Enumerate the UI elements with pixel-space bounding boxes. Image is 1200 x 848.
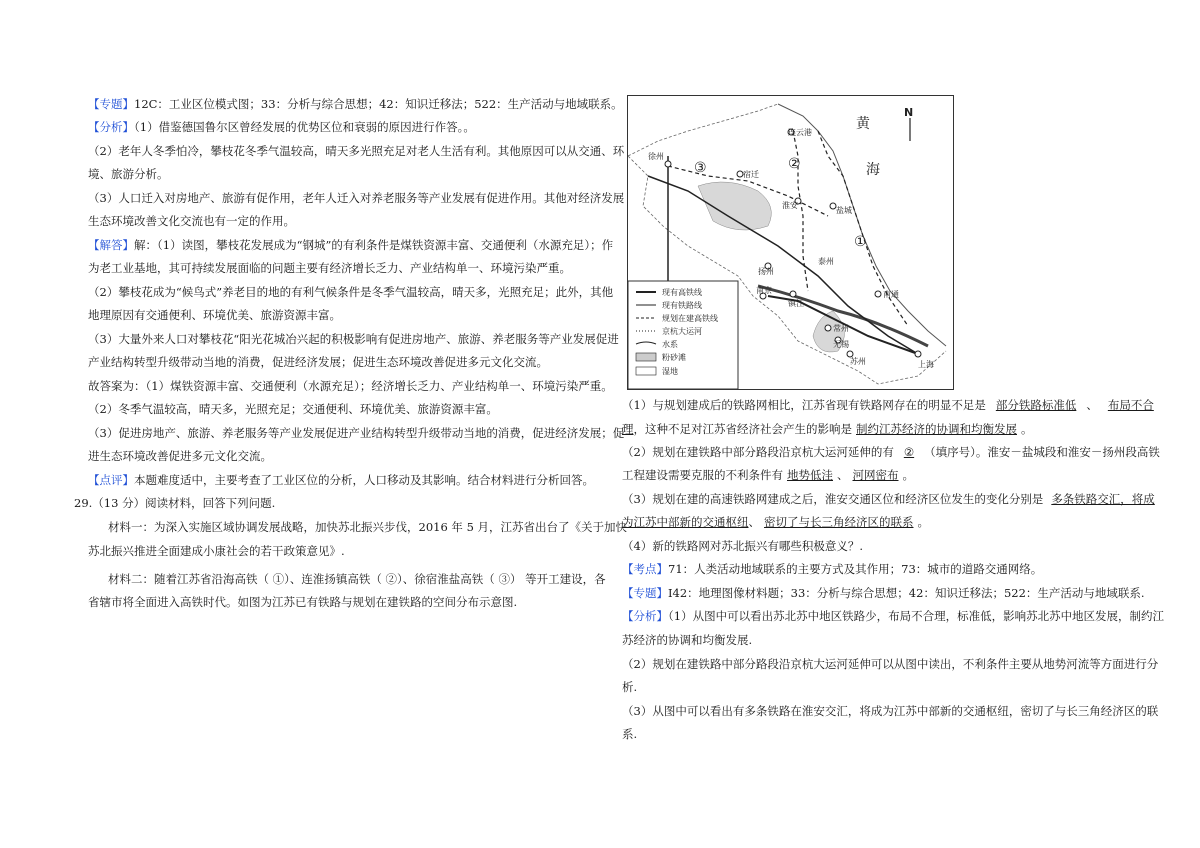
sea-label: 海	[866, 162, 880, 178]
q2-prompt: 工程建设需要克服的不利条件有	[622, 468, 783, 482]
topic-tag: 【专题】	[88, 97, 134, 111]
city-label: 常州	[833, 324, 849, 333]
city-label: 徐州	[648, 152, 664, 161]
city-dot	[790, 291, 796, 297]
city-label: 南京	[756, 286, 772, 295]
city-label: 宿迁	[743, 170, 759, 179]
q2-prompt: （填序号）。淮安－盐城段和淮安－扬州段高铁	[924, 445, 1160, 459]
separator: 、	[1086, 398, 1098, 412]
q1-answer: 布局不合	[1107, 398, 1154, 412]
q1-answer: 部分铁路标准低	[995, 398, 1077, 412]
city-dot	[825, 325, 831, 331]
q1-answer: 制约江苏经济的协调和均衡发展	[856, 422, 1017, 436]
q2-answer: 河网密布	[852, 468, 899, 482]
city-label: 上海	[918, 360, 934, 369]
answer-tag: 【解答】	[88, 238, 134, 252]
text-line: 境、旅游分析。	[88, 167, 169, 181]
text-line: 省辖市将全面进入高铁时代。如图为江苏已有铁路与规划在建铁路的空间分布示意图.	[88, 595, 518, 609]
topic-line	[88, 96, 623, 112]
material-two: 材料二：随着江苏省沿海高铁（ ①）、连淮扬镇高铁（ ②）、徐宿淮盐高铁（ ③） 等开工建设，各	[108, 572, 606, 586]
legend-symbol	[636, 353, 656, 361]
text-line: 故答案为：（1）煤铁资源丰富、交通便利（水源充足）；经济增长乏力、产业结构单一、环境污染严重。	[88, 379, 613, 393]
q2-line	[622, 444, 1160, 460]
question-29-heading: 29.（13 分）阅读材料，回答下列问题.	[74, 496, 276, 510]
city-label: 扬州	[758, 267, 774, 276]
city-label: 镇江	[788, 299, 804, 308]
answer-line	[88, 237, 613, 253]
jiangsu-railway-map	[627, 95, 954, 390]
city-dot	[665, 161, 671, 167]
city-dot	[875, 291, 881, 297]
q1-answer: 理	[622, 422, 634, 436]
route-label-3: ③	[694, 160, 707, 176]
city-label: 盐城	[836, 206, 852, 215]
q1-prompt: （1）与规划建成后的铁路网相比，江苏省现有铁路网存在的明显不足是	[622, 398, 986, 412]
keypoint-tag: 【考点】	[622, 562, 668, 576]
q2-line-2	[622, 467, 914, 483]
analysis-text: （1）从图中可以看出苏北苏中地区铁路少，布局不合理，标准低，影响苏北苏中地区发展，制约江	[668, 609, 1165, 623]
text-line: （3）人口迁入对房地产、旅游有促作用，老年人迁入对养老服务等产业发展有促进作用。其他对经济发展	[88, 191, 625, 205]
route-label-1: ①	[854, 234, 867, 250]
text-line: （2）攀枝花成为“候鸟式”养老目的地的有利气候条件是冬季气温较高，晴天多，光照充足；此外，其他	[88, 285, 614, 299]
q3-answer: 为江苏中部新的交通枢纽	[622, 515, 749, 529]
legend-label: 水系	[662, 340, 678, 349]
north-label: N	[904, 106, 914, 119]
q3-answer: 密切了与长三角经济区的联系	[764, 515, 914, 529]
legend-label: 粉砂滩	[662, 353, 686, 362]
analysis-tag: 【分析】	[622, 609, 668, 623]
text-line: （3）促进房地产、旅游、养老服务等产业发展促进产业结构转型升级带动当地的消费，促进经济发展；促	[88, 426, 625, 440]
legend-symbol	[636, 367, 656, 375]
text-line: （2）规划在建铁路中部分路段沿京杭大运河延伸可以从图中读出，不利条件主要从地势河流等方面进行分	[622, 657, 1159, 671]
text-line: 苏北振兴推进全面建成小康社会的若干政策意见》.	[88, 544, 345, 558]
legend-label: 现有高铁线	[662, 288, 702, 297]
city-label: 南通	[883, 290, 899, 299]
separator: 、	[748, 515, 760, 529]
analysis-text: （1）借鉴德国鲁尔区曾经发展的优势区位和衰弱的原因进行作答。。	[134, 120, 475, 134]
city-label: 连云港	[788, 128, 812, 137]
keypoint-text: 71：人类活动地域联系的主要方式及其作用；73：城市的道路交通网络。	[668, 562, 1043, 576]
text-line: （3）从图中可以看出有多条铁路在淮安交汇，将成为江苏中部新的交通枢纽，密切了与长三角经济区的联	[622, 704, 1159, 718]
text-line: （3）大量外来人口对攀枝花“阳光花城冶兴起的积极影响有促进房地产、旅游、养老服务等产业发展促进	[88, 332, 619, 346]
text-line: 为老工业基地，其可持续发展面临的问题主要有经济增长乏力、产业结构单一、环境污染严重。	[88, 261, 571, 275]
q1-line-2	[622, 421, 1033, 437]
q3-line-2	[622, 514, 929, 530]
comment-text: 本题难度适中，主要考查了工业区位的分析，人口移动及其影响。结合材料进行分析回答。	[134, 473, 594, 487]
topic-tag: 【专题】	[622, 586, 668, 600]
analysis-tag: 【分析】	[88, 120, 134, 134]
city-label: 苏州	[850, 357, 866, 366]
separator: 、	[837, 468, 849, 482]
punct: 。	[902, 468, 914, 482]
text-line: 生态环境改善文化交流也有一定的作用。	[88, 214, 295, 228]
answer-text: 解：（1）读图，攀枝花发展成为“钢城”的有利条件是煤铁资源丰富、交通便利（水源充足）；作	[134, 238, 614, 252]
legend-label: 规划在建高铁线	[662, 314, 718, 323]
text-line: 系.	[622, 727, 638, 741]
q3-line	[622, 491, 1155, 507]
q4-line: （4）新的铁路网对苏北振兴有哪些积极意义？.	[622, 539, 863, 553]
topic-text: 12C：工业区位模式图；33：分析与综合思想；42：知识迁移法；522：生产活动与地域联系。	[134, 97, 623, 111]
q2-answer: ②	[903, 445, 915, 459]
comment-tag: 【点评】	[88, 473, 134, 487]
map-svg	[628, 96, 953, 389]
city-label: 淮安	[782, 201, 798, 210]
legend-label: 湿地	[662, 367, 678, 376]
city-label: 无锡	[833, 340, 849, 349]
topic-text: I42：地理图像材料题；33：分析与综合思想；42：知识迁移法；522：生产活动与地域联系.	[668, 586, 1145, 600]
text-line: （2）冬季气温较高，晴天多，光照充足；交通便利、环境优美、旅游资源丰富。	[88, 402, 498, 416]
comment-line	[88, 472, 594, 488]
punct: 。	[1021, 422, 1033, 436]
city-label: 泰州	[818, 257, 834, 266]
punct: 。	[917, 515, 929, 529]
q2-answer: 地势低洼	[787, 468, 833, 482]
legend-label: 现有铁路线	[662, 301, 702, 310]
sea-label: 黄	[856, 116, 870, 132]
text-line: 产业结构转型升级带动当地的消费，促进经济发展；促进生态环境改善促进多元文化交流。	[88, 355, 548, 369]
topic-line	[622, 585, 1145, 601]
lake-hongze	[698, 182, 771, 230]
q3-answer: 多条铁路交汇，将成	[1051, 492, 1155, 506]
text-line: 进生态环境改善促进多元文化交流。	[88, 449, 272, 463]
text-line: 析.	[622, 680, 638, 694]
q1-prompt: ，这种不足对江苏省经济社会产生的影响是	[633, 422, 852, 436]
keypoint-line	[622, 561, 1042, 577]
q1-line	[622, 397, 1164, 413]
q2-prompt: （2）规划在建铁路中部分路段沿京杭大运河延伸的有	[622, 445, 894, 459]
material-one: 材料一：为深入实施区域协调发展战略，加快苏北振兴步伐，2016 年 5 月，江苏省出台了《关于加快	[108, 520, 628, 534]
text-line: 苏经济的协调和均衡发展.	[622, 633, 753, 647]
analysis-line	[88, 119, 475, 135]
analysis-line	[622, 608, 1164, 624]
text-line: 地理原因有交通便利、环境优美、旅游资源丰富。	[88, 308, 341, 322]
q3-prompt: （3）规划在建的高速铁路网建成之后，淮安交通区位和经济区位发生的变化分别是	[622, 492, 1044, 506]
legend-label: 京杭大运河	[662, 327, 702, 336]
city-dot	[915, 351, 921, 357]
text-line: （2）老年人冬季怕冷，攀枝花冬季气温较高，晴天多光照充足对老人生活有利。其他原因可以从交通、环	[88, 144, 625, 158]
route-label-2: ②	[788, 156, 801, 172]
